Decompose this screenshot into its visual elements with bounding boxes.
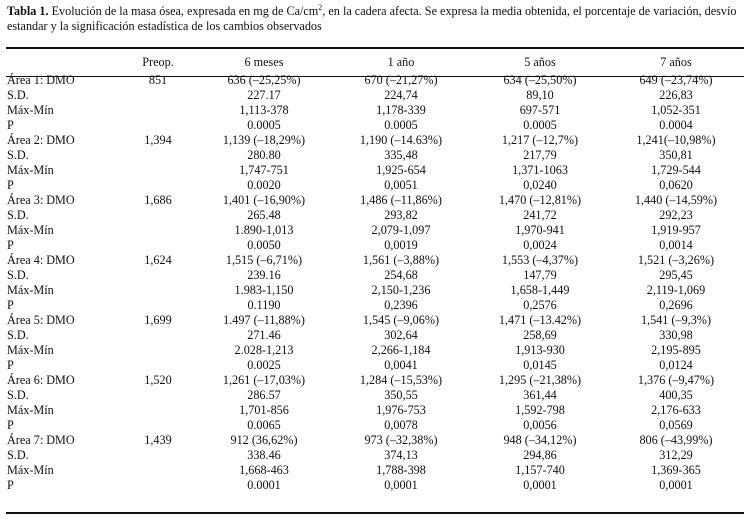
row-label: Máx-Mín: [7, 102, 54, 117]
5-anos-value: 217,79: [523, 147, 557, 162]
7-anos-value: 1,052-351: [651, 102, 701, 117]
preop-value: [118, 102, 198, 117]
1-ano-value: 1,925-654: [376, 162, 426, 177]
preop-value: 851: [148, 72, 168, 87]
7-anos-value: 226,83: [659, 87, 693, 102]
row-label: Área 3: DMO: [7, 192, 75, 207]
table-row: [6, 147, 744, 162]
preop-value: [118, 342, 198, 357]
6-meses-value: 0.1190: [247, 297, 281, 312]
row-label: Área 1: DMO: [7, 72, 75, 87]
header-7-anos: 7 años: [660, 54, 692, 69]
6-meses-value: 265.48: [247, 207, 281, 222]
preop-value: [118, 357, 198, 372]
preop-value: [118, 462, 198, 477]
preop-value: 1,624: [144, 252, 172, 267]
7-anos-value: 350,81: [659, 147, 693, 162]
row-label: P: [7, 237, 14, 252]
preop-value: 1,520: [144, 372, 172, 387]
row-label: Máx-Mín: [7, 342, 54, 357]
header-preop: Preop.: [142, 54, 174, 69]
1-ano-value: 1,788-398: [376, 462, 426, 477]
1-ano-value: 374,13: [384, 447, 418, 462]
1-ano-value: 293,82: [384, 207, 418, 222]
row-label: P: [7, 297, 14, 312]
caption-label: Tabla 1.: [7, 4, 49, 18]
7-anos-value: 0,0620: [659, 177, 693, 192]
1-ano-value: 224,74: [384, 87, 418, 102]
preop-value: [118, 297, 198, 312]
table-row: [6, 342, 744, 357]
1-ano-value: 302,64: [384, 327, 418, 342]
1-ano-value: 1,545 (–9,06%): [362, 312, 440, 327]
1-ano-value: 335,48: [384, 147, 418, 162]
7-anos-value: 0,0569: [659, 417, 693, 432]
7-anos-value: 1,369-365: [651, 462, 701, 477]
6-meses-value: 271.46: [247, 327, 281, 342]
5-anos-value: 634 (–25,50%): [503, 72, 577, 87]
6-meses-value: 1,747-751: [239, 162, 289, 177]
6-meses-value: 0.0050: [247, 237, 281, 252]
caption-text-continued: , en la cadera afecta. Se expresa la media obtenida, el porcentaje de variación, desvío estandar y la significación estadística de los cambios observados: [7, 4, 737, 33]
6-meses-value: 280.80: [247, 147, 281, 162]
6-meses-value: 1,261 (–17,03%): [222, 372, 306, 387]
5-anos-value: 294,86: [523, 447, 557, 462]
5-anos-value: 0,0024: [523, 237, 557, 252]
preop-value: [118, 477, 198, 492]
preop-value: [118, 402, 198, 417]
preop-value: [118, 117, 198, 132]
1-ano-value: 0.0005: [384, 117, 418, 132]
5-anos-value: 1,658-1,449: [510, 282, 570, 297]
preop-value: 1,686: [144, 192, 172, 207]
row-label: Área 6: DMO: [7, 372, 75, 387]
table-row: [6, 372, 744, 387]
preop-value: [118, 417, 198, 432]
7-anos-value: 400,35: [659, 387, 693, 402]
7-anos-value: 1,241(–10,98%): [636, 132, 716, 147]
row-label: Máx-Mín: [7, 222, 54, 237]
row-label: S.D.: [7, 327, 29, 342]
7-anos-value: 1,521 (–3,26%): [637, 252, 715, 267]
preop-value: 1,439: [144, 432, 172, 447]
7-anos-value: 0.0004: [659, 117, 693, 132]
table-row: [6, 417, 744, 432]
6-meses-value: 1,515 (–6,71%): [225, 252, 303, 267]
1-ano-value: 1,284 (–15,53%): [359, 372, 443, 387]
bottom-rule: [6, 512, 744, 514]
6-meses-value: 1,701-856: [239, 402, 289, 417]
5-anos-value: 697-571: [519, 102, 561, 117]
1-ano-value: 1,561 (–3,88%): [362, 252, 440, 267]
7-anos-value: 330,98: [659, 327, 693, 342]
5-anos-value: 1,592-798: [515, 402, 565, 417]
6-meses-value: 1.890-1,013: [234, 222, 294, 237]
preop-value: [118, 327, 198, 342]
6-meses-value: 0.0065: [247, 417, 281, 432]
6-meses-value: 0.0001: [247, 477, 281, 492]
preop-value: [118, 222, 198, 237]
7-anos-value: 1,541 (–9,3%): [640, 312, 712, 327]
row-label: Área 5: DMO: [7, 312, 75, 327]
1-ano-value: 670 (–21,27%): [364, 72, 438, 87]
5-anos-value: 1,371-1063: [512, 162, 568, 177]
5-anos-value: 0,0001: [523, 477, 557, 492]
table-row: [6, 117, 744, 132]
row-label: S.D.: [7, 267, 29, 282]
preop-value: [118, 207, 198, 222]
1-ano-value: 0,0051: [384, 177, 418, 192]
row-label: P: [7, 357, 14, 372]
7-anos-value: 1,440 (–14,59%): [634, 192, 718, 207]
5-anos-value: 0,0145: [523, 357, 557, 372]
5-anos-value: 258,69: [523, 327, 557, 342]
table-row: [6, 222, 744, 237]
preop-value: 1,699: [144, 312, 172, 327]
5-anos-value: 241,72: [523, 207, 557, 222]
row-label: S.D.: [7, 447, 29, 462]
7-anos-value: 0,2696: [659, 297, 693, 312]
6-meses-value: 239.16: [247, 267, 281, 282]
5-anos-value: 1,295 (–21,38%): [498, 372, 582, 387]
1-ano-value: 973 (–32,38%): [364, 432, 438, 447]
table-row: [6, 162, 744, 177]
1-ano-value: 0,0001: [384, 477, 418, 492]
7-anos-value: 2,195-895: [651, 342, 701, 357]
preop-value: [118, 87, 198, 102]
header-6-meses: 6 meses: [244, 54, 284, 69]
row-label: Área 4: DMO: [7, 252, 75, 267]
5-anos-value: 1,157-740: [515, 462, 565, 477]
table-row: [6, 327, 744, 342]
1-ano-value: 1,976-753: [376, 402, 426, 417]
table-row: [6, 357, 744, 372]
1-ano-value: 0,0019: [384, 237, 418, 252]
table-row: [6, 132, 744, 147]
5-anos-value: 1,553 (–4,37%): [501, 252, 579, 267]
table-row: [6, 72, 744, 87]
6-meses-value: 0.0025: [247, 357, 281, 372]
7-anos-value: 806 (–43,99%): [639, 432, 713, 447]
table-row: [6, 477, 744, 492]
row-label: Área 2: DMO: [7, 132, 75, 147]
row-label: Máx-Mín: [7, 162, 54, 177]
table-row: [6, 192, 744, 207]
table-row: [6, 267, 744, 282]
1-ano-value: 2,150-1,236: [371, 282, 431, 297]
row-label: P: [7, 477, 14, 492]
6-meses-value: 1,139 (–18,29%): [222, 132, 306, 147]
caption-superscript: 2: [318, 2, 323, 12]
1-ano-value: 350,55: [384, 387, 418, 402]
5-anos-value: 1,470 (–12,81%): [498, 192, 582, 207]
5-anos-value: 1,471 (–13.42%): [498, 312, 582, 327]
6-meses-value: 338.46: [247, 447, 281, 462]
preop-value: [118, 267, 198, 282]
row-label: Máx-Mín: [7, 402, 54, 417]
table-row: [6, 207, 744, 222]
header-1-ano: 1 año: [387, 54, 415, 69]
7-anos-value: 1,376 (–9,47%): [637, 372, 715, 387]
7-anos-value: 0,0124: [659, 357, 693, 372]
6-meses-value: 1,113-378: [239, 102, 289, 117]
7-anos-value: 312,29: [659, 447, 693, 462]
caption-text: Evolución de la masa ósea, expresada en mg de Ca/cm: [48, 4, 319, 18]
1-ano-value: 2,079-1,097: [371, 222, 431, 237]
1-ano-value: 0,0041: [384, 357, 418, 372]
preop-value: [118, 282, 198, 297]
5-anos-value: 361,44: [523, 387, 557, 402]
row-label: P: [7, 417, 14, 432]
preop-value: [118, 447, 198, 462]
6-meses-value: 1.983-1,150: [234, 282, 294, 297]
table-row: [6, 102, 744, 117]
table-row: [6, 87, 744, 102]
7-anos-value: 295,45: [659, 267, 693, 282]
table-row: [6, 432, 744, 447]
5-anos-value: 948 (–34,12%): [503, 432, 577, 447]
table-row: [6, 387, 744, 402]
6-meses-value: 0.0020: [247, 177, 281, 192]
7-anos-value: 0,0001: [659, 477, 693, 492]
1-ano-value: 0,2396: [384, 297, 418, 312]
table-caption: [7, 4, 745, 34]
preop-value: [118, 177, 198, 192]
table-header-row: [6, 52, 744, 72]
1-ano-value: 1,178-339: [376, 102, 426, 117]
table-row: [6, 282, 744, 297]
5-anos-value: 147,79: [523, 267, 557, 282]
row-label: P: [7, 117, 14, 132]
table-row: [6, 312, 744, 327]
6-meses-value: 1,668-463: [239, 462, 289, 477]
5-anos-value: 1,913-930: [515, 342, 565, 357]
7-anos-value: 1,729-544: [651, 162, 701, 177]
6-meses-value: 1.497 (–11,88%): [223, 312, 305, 327]
6-meses-value: 0.0005: [247, 117, 281, 132]
7-anos-value: 2,176-633: [651, 402, 701, 417]
table-body: [6, 72, 744, 492]
table-row: [6, 252, 744, 267]
preop-value: [118, 162, 198, 177]
table-row: [6, 237, 744, 252]
7-anos-value: 2,119-1,069: [646, 282, 706, 297]
table-row: [6, 402, 744, 417]
header-row-label: [6, 52, 118, 72]
row-label: S.D.: [7, 147, 29, 162]
row-label: Máx-Mín: [7, 282, 54, 297]
top-rule: [6, 47, 744, 49]
row-label: S.D.: [7, 207, 29, 222]
preop-value: [118, 237, 198, 252]
7-anos-value: 292,23: [659, 207, 693, 222]
5-anos-value: 1,970-941: [515, 222, 565, 237]
7-anos-value: 0,0014: [659, 237, 693, 252]
5-anos-value: 89,10: [526, 87, 554, 102]
6-meses-value: 227.17: [247, 87, 281, 102]
7-anos-value: 649 (–23,74%): [639, 72, 713, 87]
row-label: P: [7, 177, 14, 192]
5-anos-value: 1,217 (–12,7%): [501, 132, 579, 147]
header-5-anos: 5 años: [524, 54, 556, 69]
1-ano-value: 0,0078: [384, 417, 418, 432]
6-meses-value: 912 (36,62%): [230, 432, 298, 447]
row-label: Máx-Mín: [7, 462, 54, 477]
row-label: S.D.: [7, 87, 29, 102]
table-row: [6, 177, 744, 192]
preop-value: 1,394: [144, 132, 172, 147]
7-anos-value: 1,919-957: [651, 222, 701, 237]
table-row: [6, 447, 744, 462]
6-meses-value: 636 (–25,25%): [227, 72, 301, 87]
6-meses-value: 1,401 (–16,90%): [222, 192, 306, 207]
5-anos-value: 0,0056: [523, 417, 557, 432]
5-anos-value: 0,0240: [523, 177, 557, 192]
1-ano-value: 2,266-1,184: [371, 342, 431, 357]
5-anos-value: 0,2576: [523, 297, 557, 312]
5-anos-value: 0.0005: [523, 117, 557, 132]
row-label: S.D.: [7, 387, 29, 402]
preop-value: [118, 147, 198, 162]
preop-value: [118, 387, 198, 402]
row-label: Área 7: DMO: [7, 432, 75, 447]
1-ano-value: 1,190 (–14.63%): [359, 132, 443, 147]
1-ano-value: 254,68: [384, 267, 418, 282]
6-meses-value: 2.028-1,213: [234, 342, 294, 357]
table-row: [6, 297, 744, 312]
6-meses-value: 286.57: [247, 387, 281, 402]
1-ano-value: 1,486 (–11,86%): [360, 192, 442, 207]
table-row: [6, 462, 744, 477]
data-table: [6, 52, 744, 492]
